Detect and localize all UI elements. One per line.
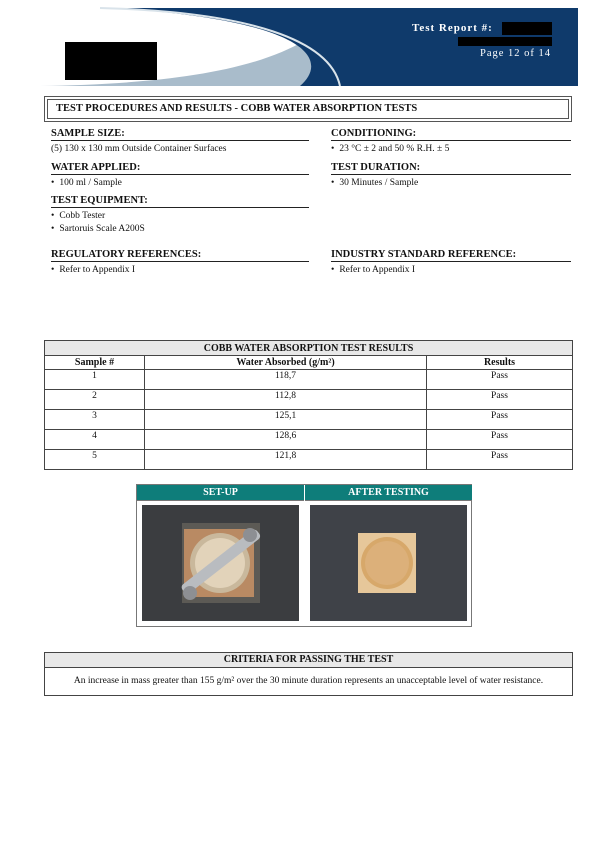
absorbed-cell: 112,8 <box>145 390 427 410</box>
test-duration-label: TEST DURATION: <box>331 162 571 175</box>
test-equipment-label: TEST EQUIPMENT: <box>51 195 309 208</box>
test-duration-field <box>331 162 571 190</box>
equipment-item: • Cobb Tester <box>51 210 309 223</box>
page-number: Page 12 of 14 <box>480 48 552 59</box>
results-table-caption: COBB WATER ABSORPTION TEST RESULTS <box>45 341 573 356</box>
table-row <box>45 370 573 390</box>
water-applied-value: • 100 ml / Sample <box>51 177 309 190</box>
column-header-sample: Sample # <box>45 356 145 370</box>
conditioning-label: CONDITIONING: <box>331 128 571 141</box>
test-equipment-field <box>51 195 309 235</box>
after-testing-photo-panel <box>305 485 472 626</box>
industry-standard-label: INDUSTRY STANDARD REFERENCE: <box>331 249 571 262</box>
absorbed-cell: 125,1 <box>145 410 427 430</box>
sample-cell: 4 <box>45 430 145 450</box>
report-number-label: Test Report #: <box>412 22 493 34</box>
table-row <box>45 410 573 430</box>
column-header-water-absorbed: Water Absorbed (g/m²) <box>145 356 427 370</box>
conditioning-field <box>331 128 571 156</box>
sample-size-field <box>51 128 309 156</box>
result-cell: Pass <box>427 450 573 470</box>
redacted-logo <box>65 42 157 80</box>
table-row <box>45 430 573 450</box>
result-cell: Pass <box>427 390 573 410</box>
table-row <box>45 450 573 470</box>
setup-photo <box>142 505 299 621</box>
regulatory-references-value: • Refer to Appendix I <box>51 264 309 277</box>
setup-photo-panel <box>137 485 304 626</box>
absorbed-cell: 121,8 <box>145 450 427 470</box>
regulatory-references-label: REGULATORY REFERENCES: <box>51 249 309 262</box>
redacted-report-number <box>502 22 552 35</box>
after-testing-photo <box>310 505 467 621</box>
column-header-results: Results <box>427 356 573 370</box>
after-testing-photo-label: AFTER TESTING <box>305 485 472 501</box>
result-cell: Pass <box>427 410 573 430</box>
table-row <box>45 390 573 410</box>
report-header <box>0 0 600 92</box>
redacted-report-subline <box>458 37 552 46</box>
criteria-text: An increase in mass greater than 155 g/m² over the 30 minute duration represents an unacceptable level of water resistance. <box>73 676 544 686</box>
conditioning-value: • 23 °C ± 2 and 50 % R.H. ± 5 <box>331 143 571 156</box>
test-duration-value: • 30 Minutes / Sample <box>331 177 571 190</box>
absorbed-cell: 128,6 <box>145 430 427 450</box>
setup-photo-label: SET-UP <box>137 485 304 501</box>
criteria-title: CRITERIA FOR PASSING THE TEST <box>45 653 572 668</box>
section-title-box <box>44 96 572 122</box>
industry-standard-field <box>331 249 571 277</box>
regulatory-references-field <box>51 249 309 277</box>
results-table <box>44 340 573 470</box>
sample-size-label: SAMPLE SIZE: <box>51 128 309 141</box>
industry-standard-value: • Refer to Appendix I <box>331 264 571 277</box>
absorbed-cell: 118,7 <box>145 370 427 390</box>
result-cell: Pass <box>427 430 573 450</box>
equipment-item: • Sartoruis Scale A200S <box>51 223 309 236</box>
sample-cell: 1 <box>45 370 145 390</box>
section-title: TEST PROCEDURES AND RESULTS - COBB WATER ABSORPTION TESTS <box>47 99 569 119</box>
water-applied-field <box>51 162 309 190</box>
sample-cell: 3 <box>45 410 145 430</box>
test-photos <box>136 484 472 627</box>
sample-cell: 2 <box>45 390 145 410</box>
sample-cell: 5 <box>45 450 145 470</box>
result-cell: Pass <box>427 370 573 390</box>
water-applied-label: WATER APPLIED: <box>51 162 309 175</box>
criteria-box <box>44 652 573 696</box>
sample-size-value: (5) 130 x 130 mm Outside Container Surfaces <box>51 144 227 154</box>
